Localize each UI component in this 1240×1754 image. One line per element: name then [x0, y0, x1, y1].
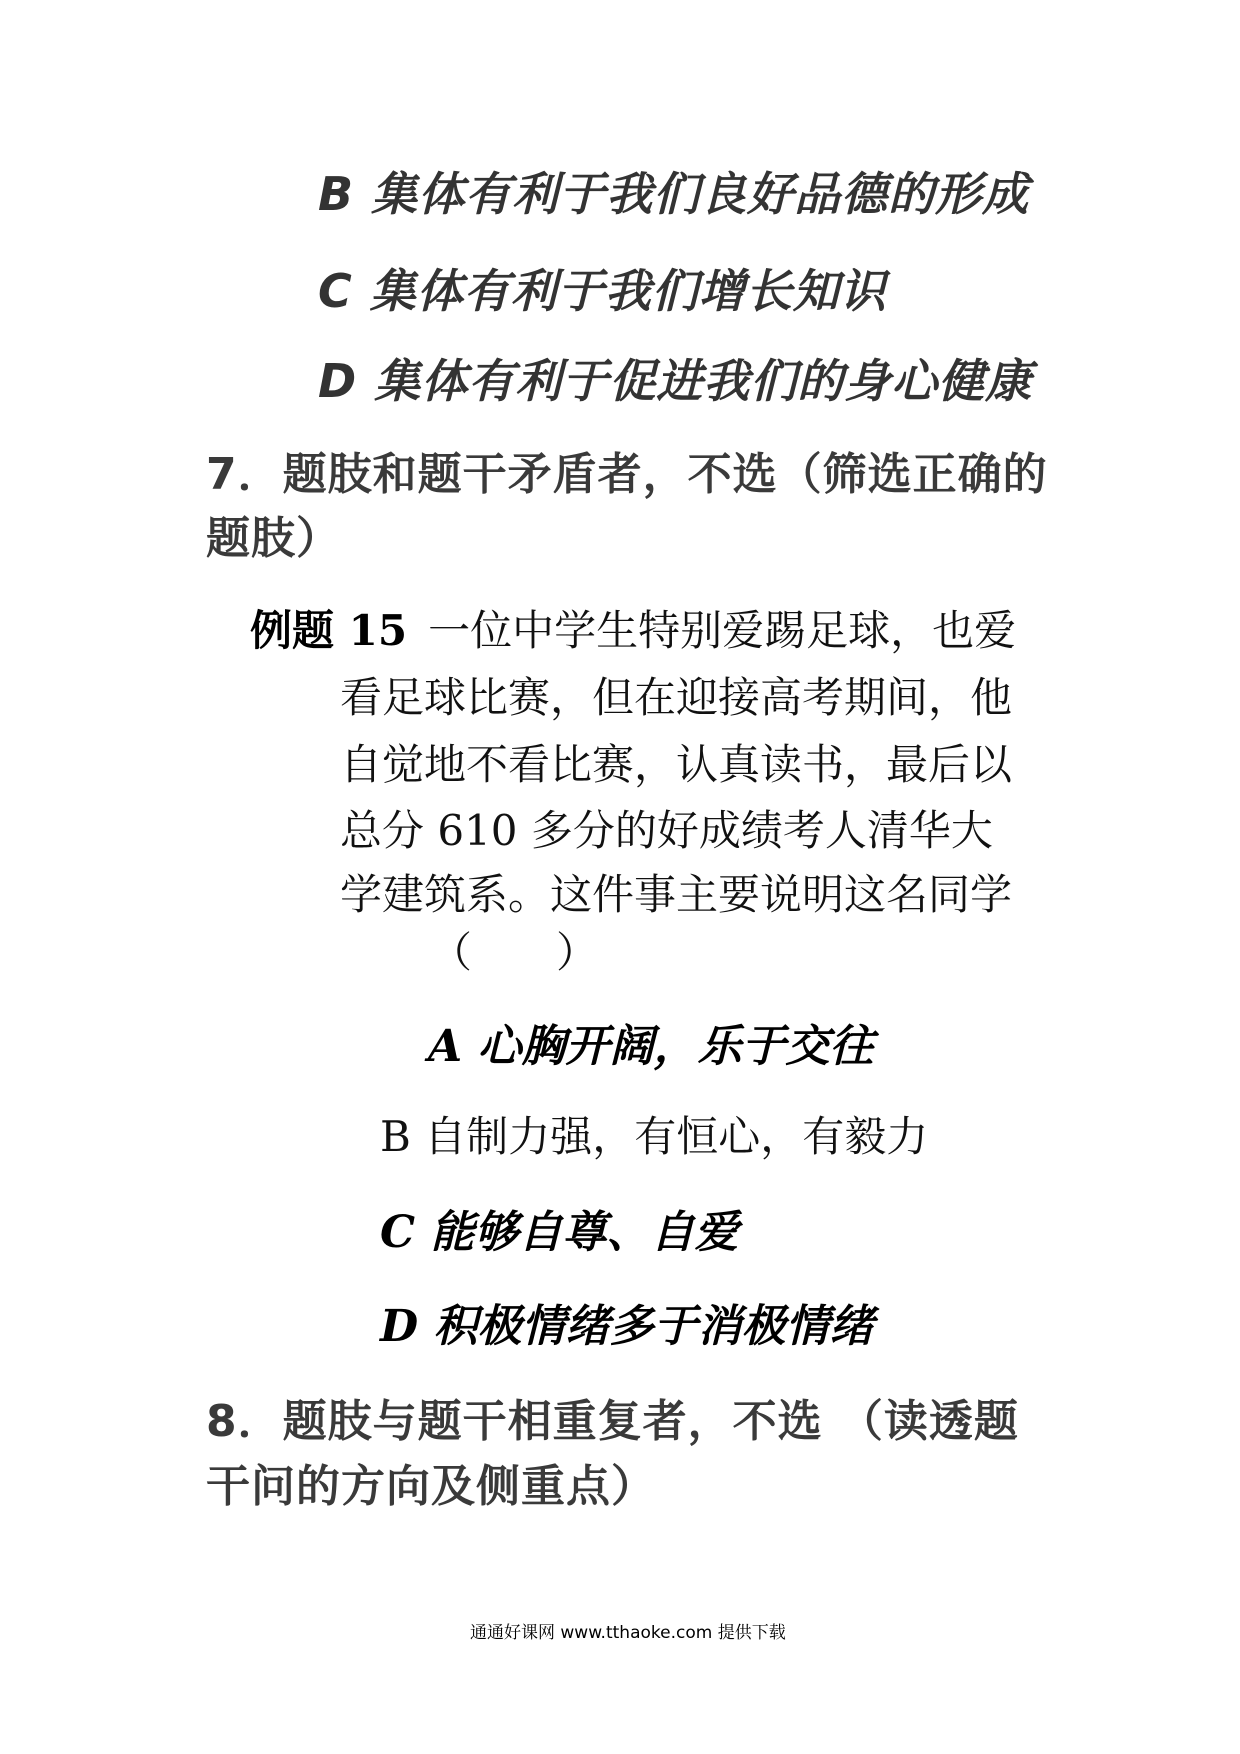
prev-option-d — [318, 345, 1032, 411]
example-text-line: 自觉地不看比赛，认真读书，最后以 — [340, 740, 1013, 789]
option-letter: D — [318, 354, 358, 408]
example-option-d — [380, 1290, 873, 1354]
example-option-a — [428, 1010, 873, 1074]
option-letter: B — [380, 1112, 411, 1161]
example-option-c — [380, 1196, 738, 1260]
example-text-line: 一位中学生特别爱踢足球，也爱 — [428, 606, 1017, 655]
example-text-line: 总分 610 多分的好成绩考人清华大 — [340, 806, 993, 855]
answer-blank: （ ） — [430, 928, 599, 977]
option-text: 心胸开阔，乐于交往 — [477, 1021, 874, 1072]
example-option-b — [380, 1104, 928, 1164]
option-text: 集体有利于我们增长知识 — [369, 264, 887, 318]
example-text-line: 看足球比赛，但在迎接高考期间，他 — [340, 673, 1013, 722]
option-letter: C — [380, 1207, 416, 1258]
rule-7-heading-line1: 7．题肢和题干矛盾者，不选（筛选正确的 — [206, 449, 1048, 500]
option-text: 集体有利于促进我们的身心健康 — [374, 354, 1033, 408]
option-text: 集体有利于我们良好品德的形成 — [371, 167, 1030, 221]
option-letter: C — [318, 264, 353, 318]
example-label: 例题 15 — [250, 606, 408, 655]
option-letter: D — [380, 1301, 419, 1352]
option-text: 自制力强，有恒心，有毅力 — [424, 1112, 929, 1161]
example-text-line: 学建筑系。这件事主要说明这名同学 — [340, 870, 1013, 919]
page-footer: 通通好课网 www.tthaoke.com 提供下载 — [470, 1623, 786, 1643]
prev-option-b — [318, 158, 1029, 224]
rule-7-heading-line2: 题肢） — [206, 513, 341, 564]
rule-8-heading-line2: 干问的方向及侧重点） — [206, 1461, 656, 1512]
prev-option-c — [318, 255, 887, 321]
option-text: 积极情绪多于消极情绪 — [433, 1301, 874, 1352]
option-letter: B — [318, 167, 355, 221]
option-text: 能够自尊、自爱 — [430, 1207, 739, 1258]
example-15-first-line — [250, 598, 1016, 658]
rule-8-heading-line1: 8．题肢与题干相重复者，不选 （读透题 — [206, 1396, 1019, 1447]
option-letter: A — [428, 1021, 463, 1072]
